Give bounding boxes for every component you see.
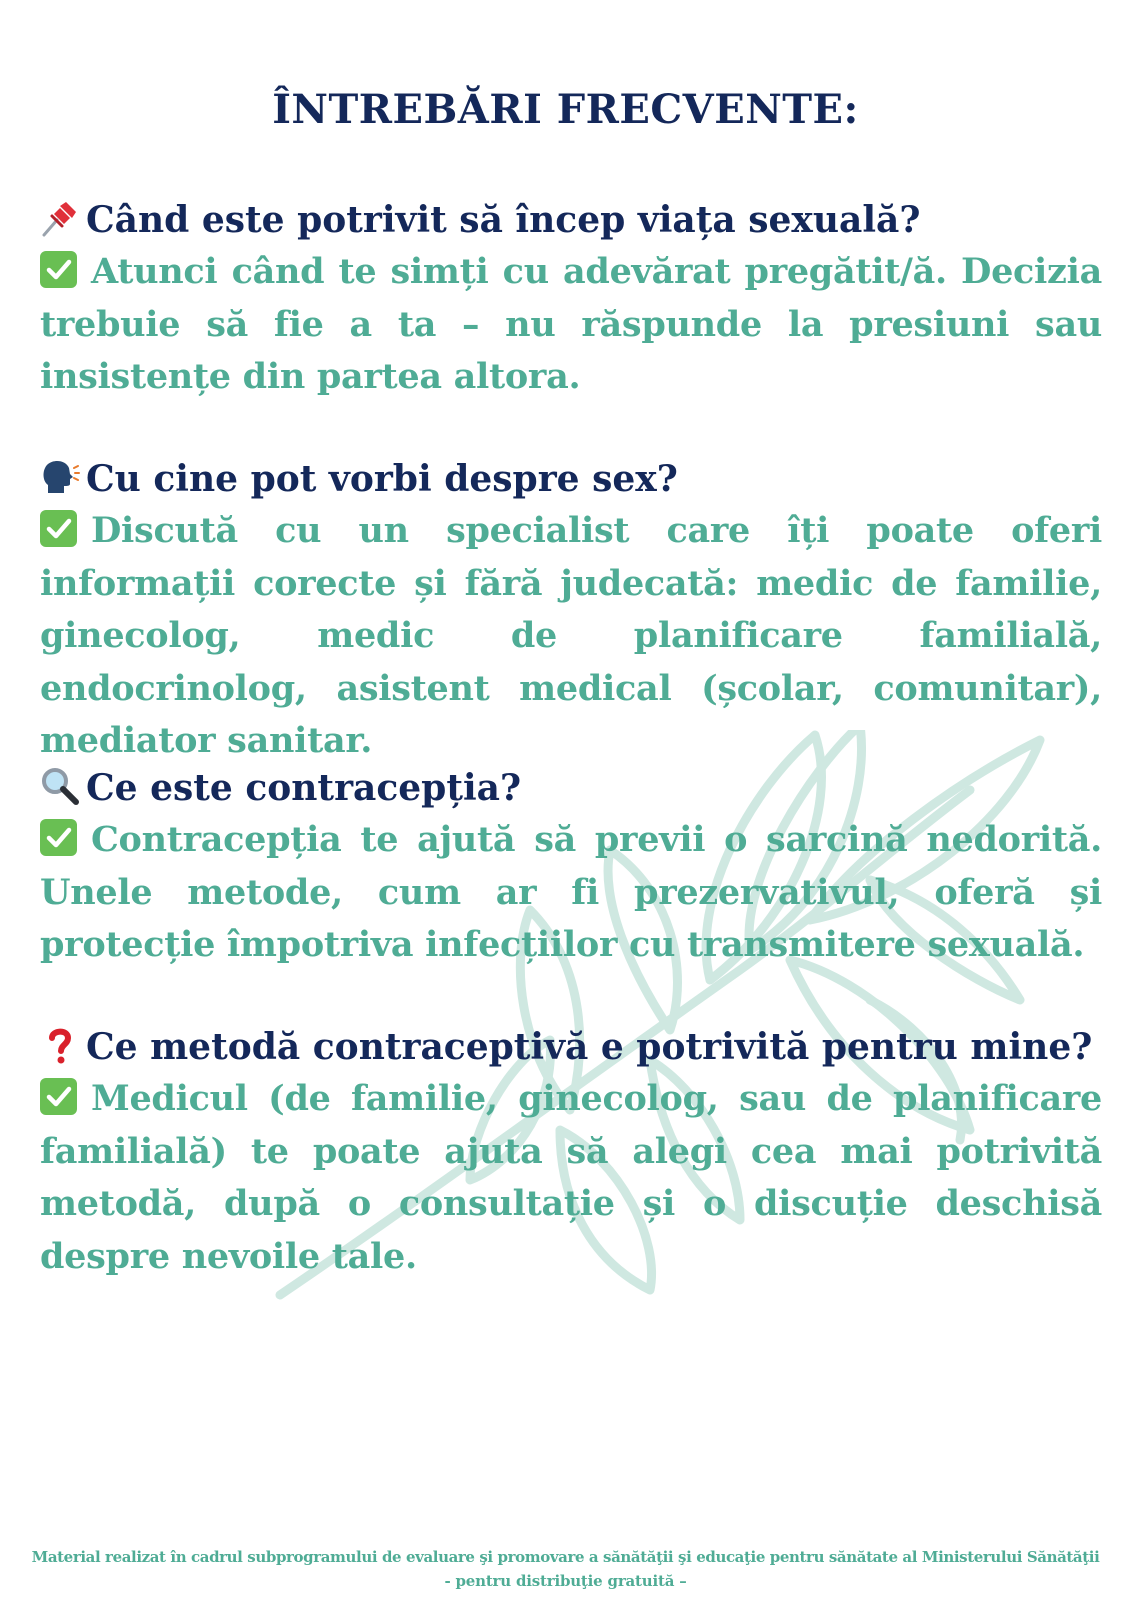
magnifying-glass-icon <box>40 766 80 806</box>
faq-question-text: Ce metodă contraceptivă e potrivită pentru mine? <box>86 1026 1093 1068</box>
faq-answer-4 <box>40 1073 1102 1283</box>
red-question-mark-icon <box>40 1025 80 1065</box>
faq-answer-1 <box>40 246 1102 404</box>
check-mark-icon <box>40 510 77 547</box>
faq-question-3 <box>40 762 1102 814</box>
faq-item-3 <box>40 762 1102 972</box>
speaking-head-icon <box>40 457 80 497</box>
faq-question-4 <box>40 1021 1102 1073</box>
check-mark-icon <box>40 819 77 856</box>
footer-credit: Material realizat în cadrul subprogramului de evaluare şi promovare a sănătăţii şi educaţie pentru sănătate al Ministerului Sănătăţii <box>31 1548 1100 1566</box>
faq-question-text: Cu cine pot vorbi despre sex? <box>86 458 678 500</box>
footer-distribution-note: - pentru distribuţie gratuită – <box>444 1572 687 1590</box>
pushpin-icon <box>40 198 80 238</box>
faq-answer-text: Discută cu un specialist care îți poate oferi informații corecte și fără judecată: medic de familie, ginecolog, medic de planificare familială, endocrinolog, asistent medical (școlar, comunitar), mediator sanitar. <box>40 510 1102 761</box>
faq-question-text: Când este potrivit să încep viața sexuală? <box>86 199 921 241</box>
faq-question-2 <box>40 453 1102 505</box>
faq-item-1 <box>40 194 1102 404</box>
faq-question-1 <box>40 194 1102 246</box>
faq-answer-3 <box>40 814 1102 972</box>
check-mark-icon <box>40 1078 77 1115</box>
page-title: ÎNTREBĂRI FRECVENTE: <box>272 86 859 133</box>
faq-answer-2 <box>40 505 1102 768</box>
faq-answer-text: Atunci când te simți cu adevărat pregătit/ă. Decizia trebuie să fie a ta – nu răspunde la presiuni sau insistențe din partea altora. <box>40 251 1102 397</box>
faq-answer-text: Contracepția te ajută să previi o sarcină nedorită. Unele metode, cum ar fi prezervativul, oferă și protecție împotriva infecțiilor cu transmitere sexuală. <box>40 819 1102 965</box>
faq-item-2 <box>40 453 1102 768</box>
faq-answer-text: Medicul (de familie, ginecolog, sau de planificare familială) te poate ajuta să alegi cea mai potrivită metodă, după o consultație și o discuție deschisă despre nevoile tale. <box>40 1078 1102 1277</box>
faq-question-text: Ce este contracepția? <box>86 767 522 809</box>
check-mark-icon <box>40 251 77 288</box>
faq-item-4 <box>40 1021 1102 1283</box>
